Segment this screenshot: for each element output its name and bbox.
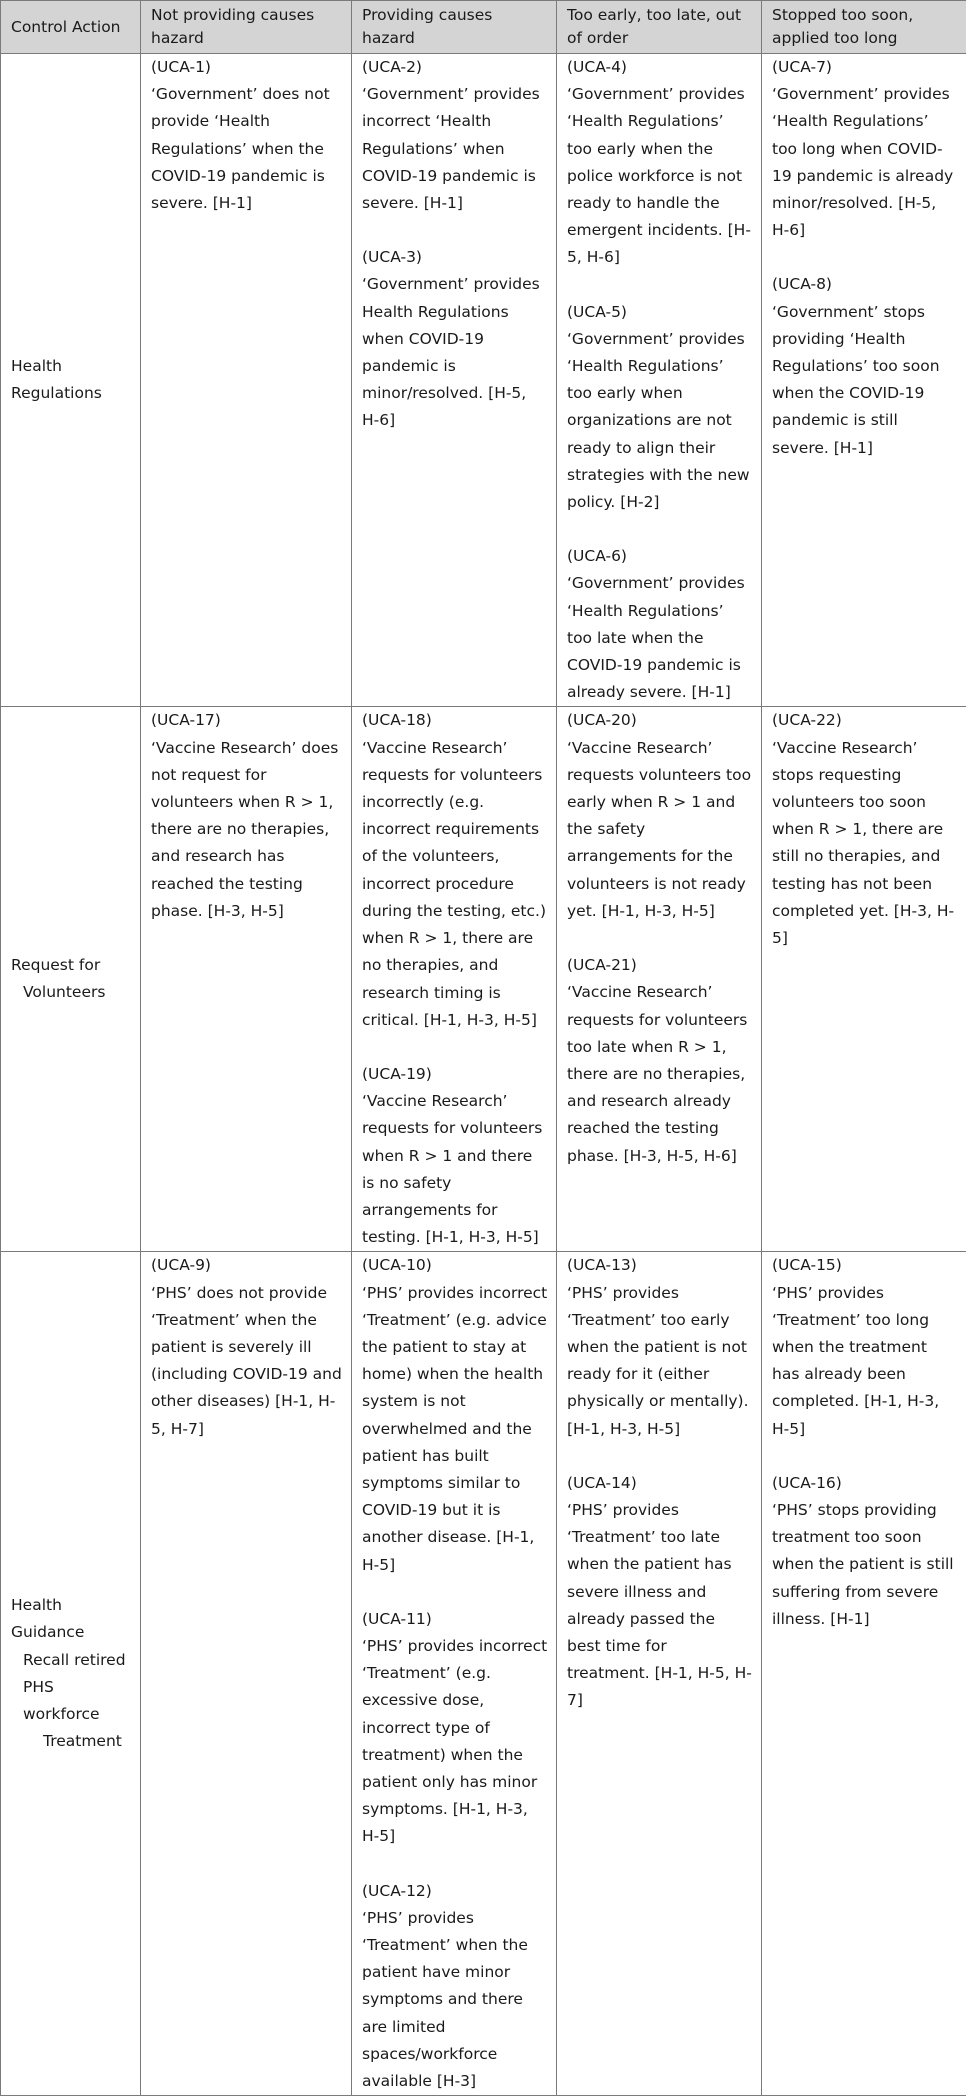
uca-text: ‘PHS’ provides ‘Treatment’ too early when the patient is not ready for it (either physically or mentally). [H-1, H-3, H-5]: [567, 1280, 753, 1443]
uca-entry: [567, 54, 753, 272]
uca-entry: [151, 1252, 343, 1442]
timing-cell: [557, 1252, 762, 2096]
uca-text: ‘Government’ provides ‘Health Regulations’ too early when the police workforce is not ready to handle the emergent incidents. [H-5, H-6]: [567, 81, 753, 271]
table-row: [1, 54, 966, 707]
control-action-line: Health: [11, 1592, 132, 1619]
uca-text: ‘PHS’ stops providing treatment too soon when the patient is still suffering from severe illness. [H-1]: [772, 1497, 958, 1633]
uca-text: ‘PHS’ provides ‘Treatment’ too late when the patient has severe illness and already passed the best time for treatment. [H-1, H-5, H-7]: [567, 1497, 753, 1715]
not-providing-cell: [141, 707, 352, 1252]
uca-entry: [772, 271, 958, 461]
control-action-line: Health: [11, 353, 132, 380]
uca-id: (UCA-3): [362, 244, 548, 271]
timing-cell: [557, 707, 762, 1252]
uca-text: ‘Vaccine Research’ requests for volunteers incorrectly (e.g. incorrect requirements of the volunteers, incorrect procedure during the testing, etc.) when R > 1, there are no therapies, and research timing is critical. [H-1, H-3, H-5]: [362, 735, 548, 1034]
uca-entry: [772, 1252, 958, 1442]
control-action-line: Treatment: [11, 1728, 132, 1755]
uca-entry: [151, 707, 343, 925]
uca-text: ‘Vaccine Research’ requests volunteers too early when R > 1 and the safety arrangements for the volunteers is not ready yet. [H-1, H-3, H-5]: [567, 735, 753, 925]
uca-entry: [362, 244, 548, 434]
uca-entry: [567, 952, 753, 1170]
uca-id: (UCA-7): [772, 54, 958, 81]
uca-id: (UCA-2): [362, 54, 548, 81]
uca-text: ‘Government’ does not provide ‘Health Regulations’ when the COVID-19 pandemic is severe. [H-1]: [151, 81, 343, 217]
control-action-cell: [1, 707, 141, 1252]
uca-id: (UCA-19): [362, 1061, 548, 1088]
uca-entry: [567, 1252, 753, 1442]
uca-entry: [772, 707, 958, 952]
uca-id: (UCA-17): [151, 707, 343, 734]
duration-cell: [762, 1252, 966, 2096]
duration-cell: [762, 54, 966, 707]
not-providing-cell: [141, 1252, 352, 2096]
header-providing: Providing causes hazard: [352, 1, 557, 54]
header-timing: Too early, too late, out of order: [557, 1, 762, 54]
uca-entry: [362, 54, 548, 217]
uca-id: (UCA-8): [772, 271, 958, 298]
uca-id: (UCA-20): [567, 707, 753, 734]
uca-entry: [362, 707, 548, 1033]
uca-id: (UCA-16): [772, 1470, 958, 1497]
uca-text: ‘Government’ provides incorrect ‘Health Regulations’ when COVID-19 pandemic is severe. [H-1]: [362, 81, 548, 217]
table-row: [1, 1252, 966, 2096]
header-row: [1, 1, 966, 54]
uca-entry: [362, 1606, 548, 1851]
uca-entry: [567, 1470, 753, 1715]
uca-entry: [151, 54, 343, 217]
uca-entry: [567, 543, 753, 706]
uca-entry: [772, 54, 958, 244]
uca-id: (UCA-13): [567, 1252, 753, 1279]
uca-id: (UCA-12): [362, 1878, 548, 1905]
uca-entry: [362, 1061, 548, 1251]
control-action-line: PHS workforce: [11, 1674, 132, 1728]
timing-cell: [557, 54, 762, 707]
control-action-line: Guidance: [11, 1619, 132, 1646]
uca-id: (UCA-15): [772, 1252, 958, 1279]
providing-cell: [352, 54, 557, 707]
table-row: [1, 707, 966, 1252]
uca-text: ‘Government’ stops providing ‘Health Regulations’ too soon when the COVID-19 pandemic is still severe. [H-1]: [772, 299, 958, 462]
uca-text: ‘PHS’ provides incorrect ‘Treatment’ (e.g. advice the patient to stay at home) when the health system is not overwhelmed and the patient has built symptoms similar to COVID-19 but it is another disease. [H-1, H-5]: [362, 1280, 548, 1579]
uca-id: (UCA-1): [151, 54, 343, 81]
uca-id: (UCA-18): [362, 707, 548, 734]
control-action-cell: [1, 54, 141, 707]
uca-text: ‘Vaccine Research’ requests for volunteers too late when R > 1, there are no therapies, and research already reached the testing phase. [H-3, H-5, H-6]: [567, 979, 753, 1169]
control-action-line: Request for: [11, 952, 132, 979]
control-action-line: Volunteers: [11, 979, 132, 1006]
uca-id: (UCA-10): [362, 1252, 548, 1279]
uca-id: (UCA-21): [567, 952, 753, 979]
control-action-line: Recall retired: [11, 1647, 132, 1674]
uca-text: ‘Vaccine Research’ stops requesting volunteers too soon when R > 1, there are still no therapies, and testing has not been completed yet. [H-3, H-5]: [772, 735, 958, 953]
providing-cell: [352, 1252, 557, 2096]
uca-id: (UCA-14): [567, 1470, 753, 1497]
uca-text: ‘Government’ provides ‘Health Regulations’ too late when the COVID-19 pandemic is already severe. [H-1]: [567, 570, 753, 706]
control-action-line: Regulations: [11, 380, 132, 407]
control-action-cell: [1, 1252, 141, 2096]
uca-id: (UCA-9): [151, 1252, 343, 1279]
uca-entry: [567, 707, 753, 925]
uca-text: ‘PHS’ provides ‘Treatment’ too long when the treatment has already been completed. [H-1, H-3, H-5]: [772, 1280, 958, 1443]
providing-cell: [352, 707, 557, 1252]
header-not-providing: Not providing causes hazard: [141, 1, 352, 54]
uca-text: ‘PHS’ provides ‘Treatment’ when the patient have minor symptoms and there are limited spaces/workforce available [H-3]: [362, 1905, 548, 2095]
header-duration: Stopped too soon, applied too long: [762, 1, 966, 54]
uca-entry: [362, 1878, 548, 2096]
header-control-action: Control Action: [1, 1, 141, 54]
uca-id: (UCA-5): [567, 299, 753, 326]
not-providing-cell: [141, 54, 352, 707]
uca-text: ‘PHS’ provides incorrect ‘Treatment’ (e.g. excessive dose, incorrect type of treatment) when the patient only has minor symptoms. [H-1, H-3, H-5]: [362, 1633, 548, 1851]
uca-text: ‘Vaccine Research’ does not request for volunteers when R > 1, there are no therapies, and research has reached the testing phase. [H-3, H-5]: [151, 735, 343, 925]
uca-text: ‘Government’ provides ‘Health Regulations’ too early when organizations are not ready to align their strategies with the new policy. [H-2]: [567, 326, 753, 516]
uca-id: (UCA-4): [567, 54, 753, 81]
uca-id: (UCA-22): [772, 707, 958, 734]
uca-text: ‘Government’ provides ‘Health Regulations’ too long when COVID-19 pandemic is already minor/resolved. [H-5, H-6]: [772, 81, 958, 244]
uca-id: (UCA-6): [567, 543, 753, 570]
uca-text: ‘Vaccine Research’ requests for volunteers when R > 1 and there is no safety arrangements for testing. [H-1, H-3, H-5]: [362, 1088, 548, 1251]
uca-id: (UCA-11): [362, 1606, 548, 1633]
uca-text: ‘Government’ provides Health Regulations when COVID-19 pandemic is minor/resolved. [H-5, H-6]: [362, 271, 548, 434]
uca-text: ‘PHS’ does not provide ‘Treatment’ when the patient is severely ill (including COVID-19 and other diseases) [H-1, H-5, H-7]: [151, 1280, 343, 1443]
uca-entry: [772, 1470, 958, 1633]
uca-entry: [362, 1252, 548, 1578]
uca-entry: [567, 299, 753, 517]
duration-cell: [762, 707, 966, 1252]
